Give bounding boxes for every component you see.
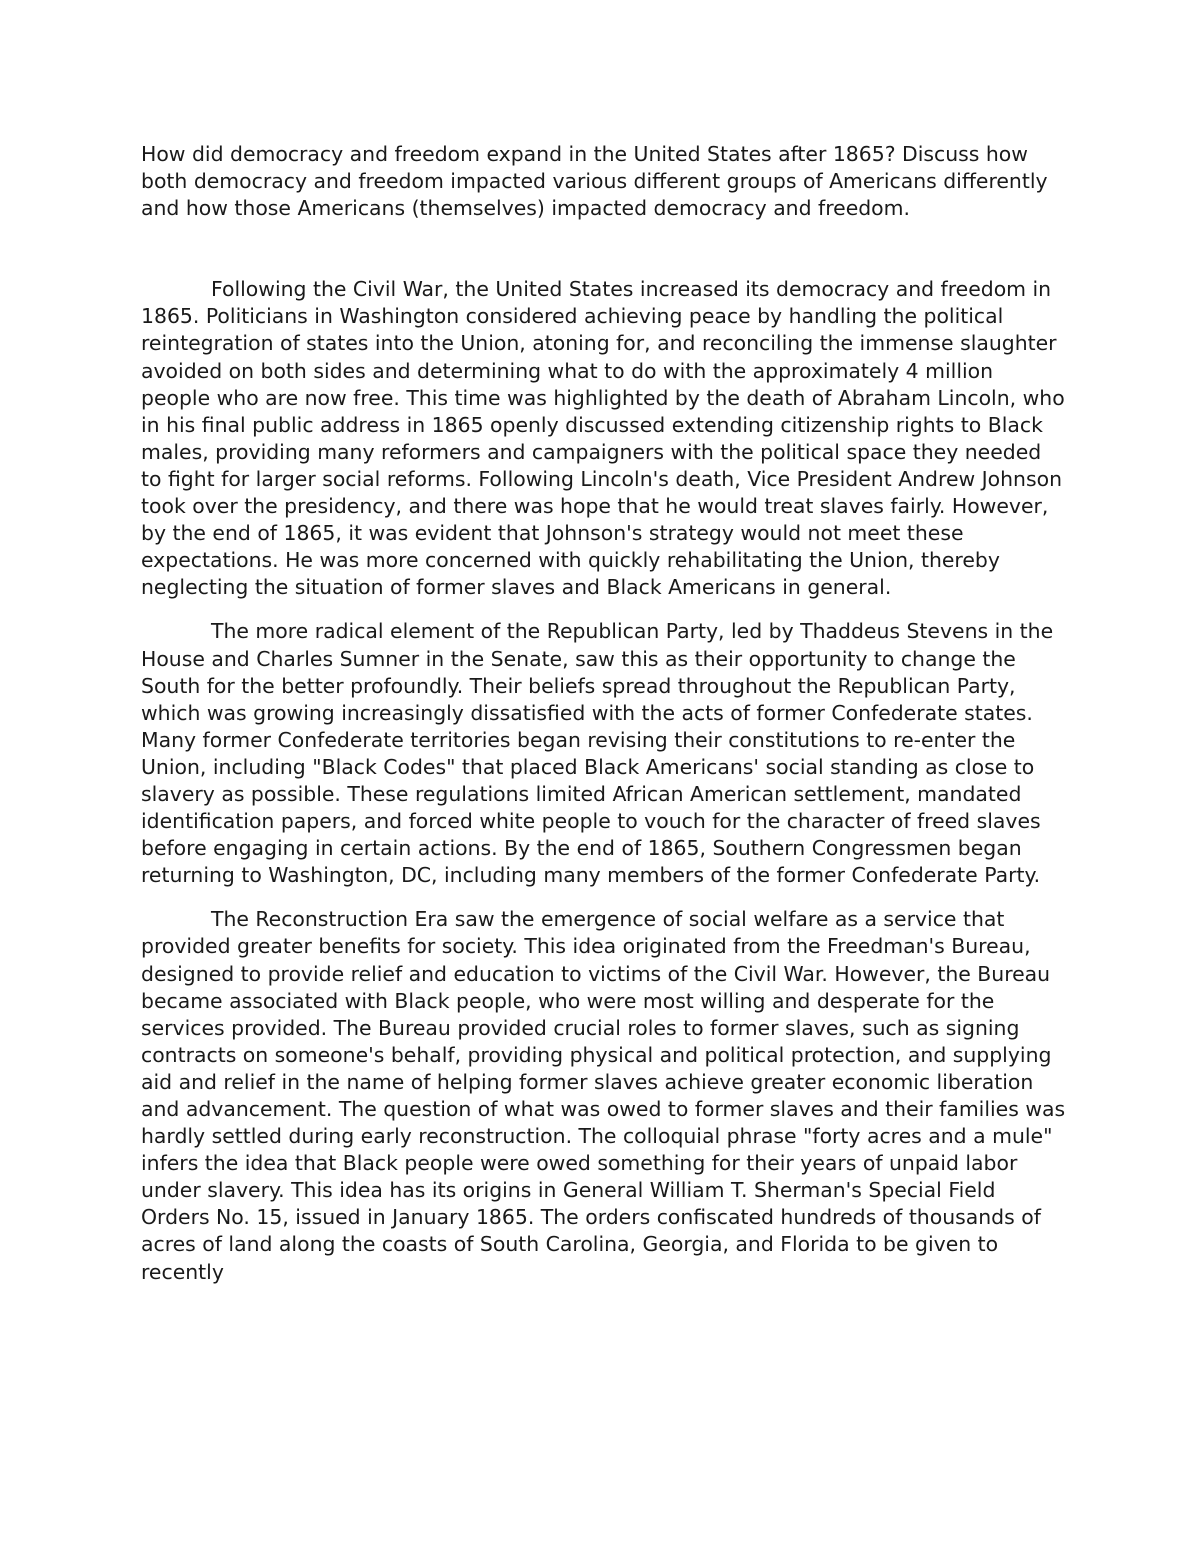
essay-prompt: How did democracy and freedom expand in the United States after 1865? Discuss how both democracy and freedom impacted various different groups of Americans differently and how those Americans (themselves) impacted democracy and freedom. (141, 142, 1048, 221)
document-body (141, 141, 1066, 1303)
body-paragraph-3: The Reconstruction Era saw the emergence of social welfare as a service that provided greater benefits for society. This idea originated from the Freedman's Bureau, designed to provide relief and education to victims of the Civil War. However, the Bureau became associated with Black people, who were most willing and desperate for the services provided. The Bureau provided crucial roles to former slaves, such as signing contracts on someone's behalf, providing physical and political protection, and supplying aid and relief in the name of helping former slaves achieve greater economic liberation and advancement. The question of what was owed to former slaves and their families was hardly settled during early reconstruction. The colloquial phrase "forty acres and a mule" infers the idea that Black people were owed something for their years of unpaid labor under slavery. This idea has its origins in General William T. Sherman's Special Field Orders No. 15, issued in January 1865. The orders confiscated hundreds of thousands of acres of land along the coasts of South Carolina, Georgia, and Florida to be given to recently (141, 907, 1066, 1284)
spacer (141, 222, 1066, 276)
body-paragraph-2: The more radical element of the Republican Party, led by Thaddeus Stevens in the House and Charles Sumner in the Senate, saw this as their opportunity to change the South for the better profoundly. Their beliefs spread throughout the Republican Party, which was growing increasingly dissatisfied with the acts of former Confederate states. Many former Confederate territories began revising their constitutions to re-enter the Union, including "Black Codes" that placed Black Americans' social standing as close to slavery as possible. These regulations limited African American settlement, mandated identification papers, and forced white people to vouch for the character of freed slaves before engaging in certain actions. By the end of 1865, Southern Congressmen began returning to Washington, DC, including many members of the former Confederate Party. (141, 619, 1054, 888)
body-paragraph-1: Following the Civil War, the United States increased its democracy and freedom in 1865. Politicians in Washington considered achieving peace by handling the political reintegration of states into the Union, atoning for, and reconciling the immense slaughter avoided on both sides and determining what to do with the approximately 4 million people who are now free. This time was highlighted by the death of Abraham Lincoln, who in his final public address in 1865 openly discussed extending citizenship rights to Black males, providing many reformers and campaigners with the political space they needed to fight for larger social reforms. Following Lincoln's death, Vice President Andrew Johnson took over the presidency, and there was hope that he would treat slaves fairly. However, by the end of 1865, it was evident that Johnson's strategy would not meet these expectations. He was more concerned with quickly rehabilitating the Union, thereby neglecting the situation of former slaves and Black Americans in general. (141, 277, 1065, 600)
